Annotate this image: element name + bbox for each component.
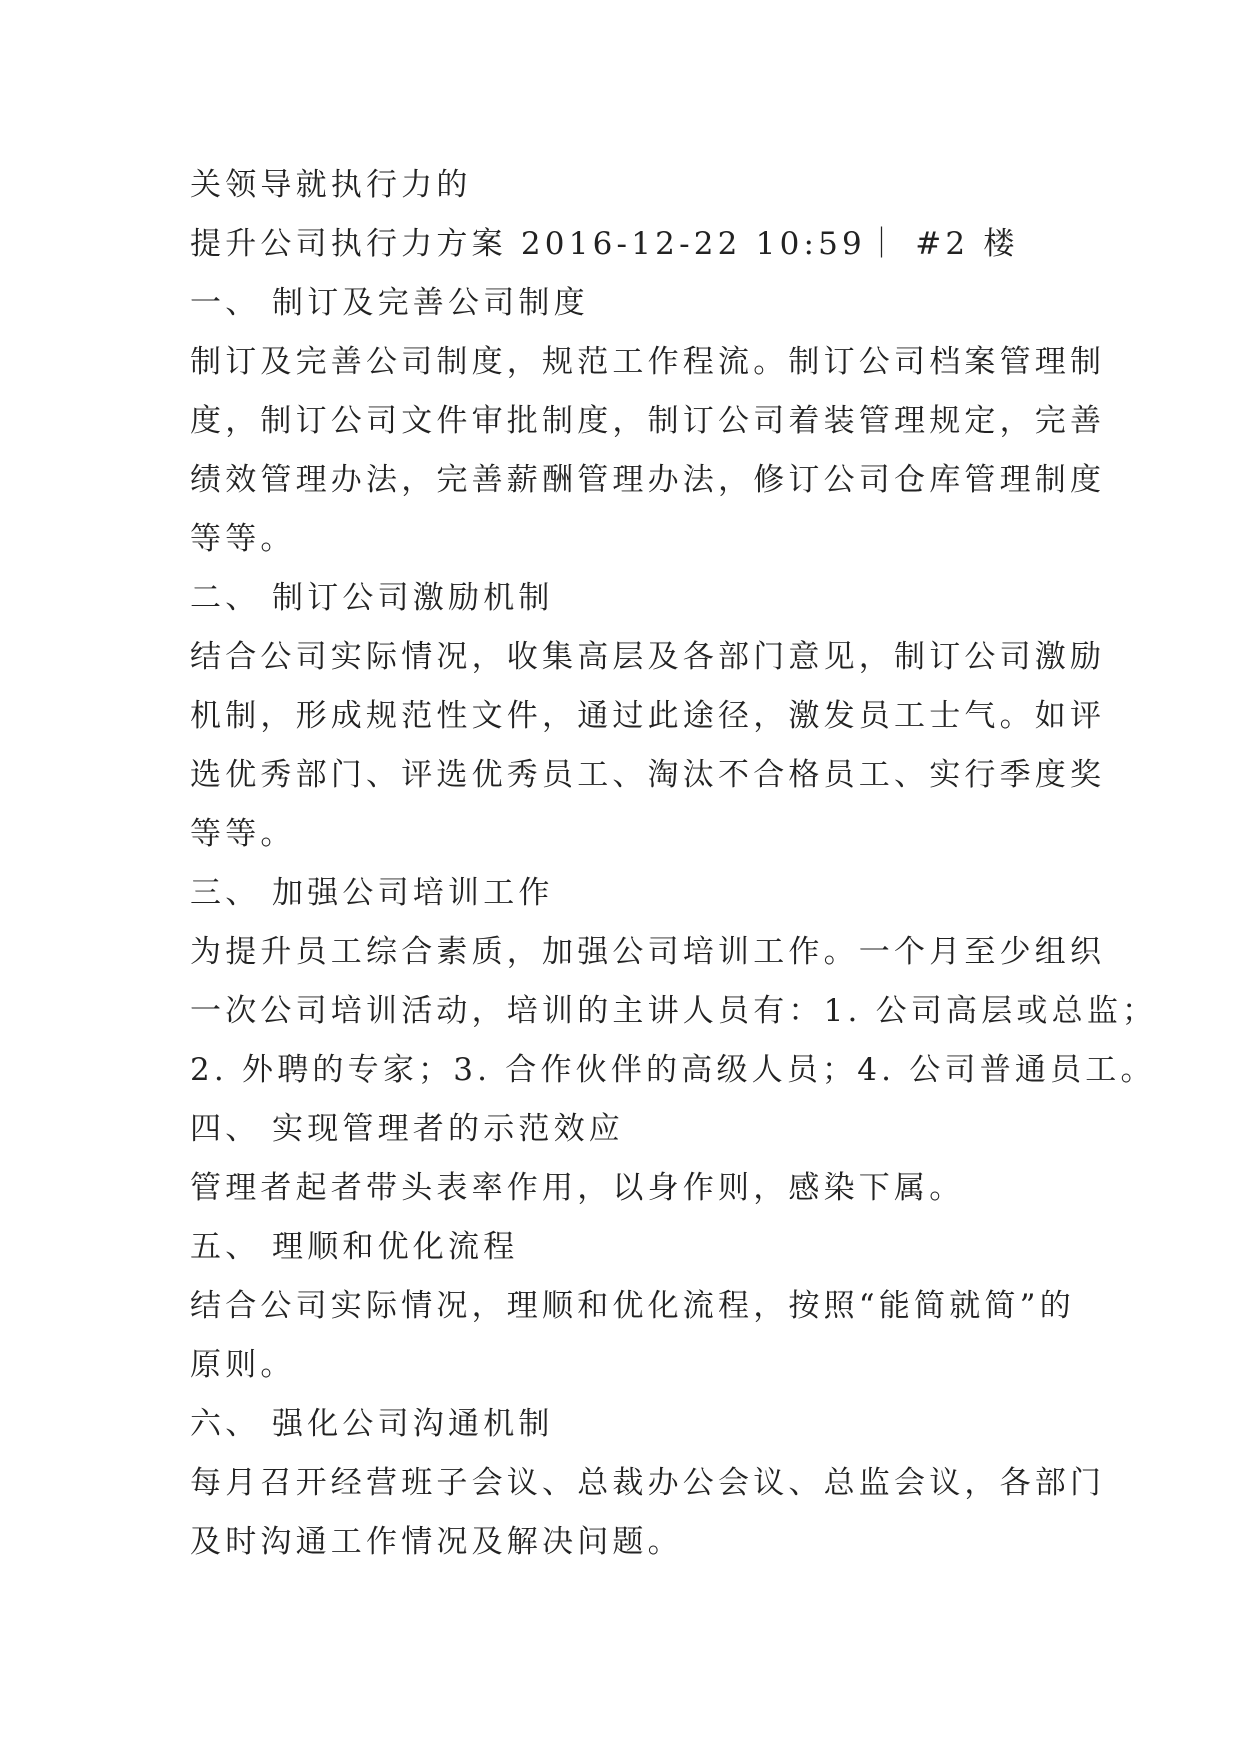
paragraph-line: 结合公司实际情况，收集高层及各部门意见，制订公司激励 xyxy=(190,639,1106,675)
paragraph-line: 选优秀部门、评选优秀员工、淘汰不合格员工、实行季度奖 xyxy=(190,757,1106,793)
title-line-1: 关领导就执行力的 xyxy=(190,167,472,203)
section-title: 加强公司培训工作 xyxy=(272,875,554,911)
section-title: 强化公司沟通机制 xyxy=(272,1406,554,1442)
paragraph-line: 及时沟通工作情况及解决问题。 xyxy=(190,1524,683,1560)
section-heading-5 xyxy=(190,1227,1090,1267)
section-heading-2 xyxy=(190,578,1090,618)
paragraph-line: 绩效管理办法，完善薪酬管理办法，修订公司仓库管理制度 xyxy=(190,462,1106,498)
title-line-2: 提升公司执行力方案 2016-12-22 10:59｜ #2 楼 xyxy=(190,226,1019,262)
section-number: 三、 xyxy=(190,875,261,911)
paragraph-line: 为提升员工综合素质，加强公司培训工作。一个月至少组织 xyxy=(190,934,1106,970)
section-number: 五、 xyxy=(190,1229,261,1265)
paragraph-line: 原则。 xyxy=(190,1347,296,1383)
paragraph-line: 每月召开经营班子会议、总裁办公会议、总监会议，各部门 xyxy=(190,1465,1106,1501)
section-heading-4 xyxy=(190,1109,1090,1149)
paragraph-line: 机制，形成规范性文件，通过此途径，激发员工士气。如评 xyxy=(190,698,1106,734)
paragraph-line: 等等。 xyxy=(190,816,296,852)
section-number: 六、 xyxy=(190,1406,261,1442)
paragraph-line: 度，制订公司文件审批制度，制订公司着装管理规定，完善 xyxy=(190,403,1106,439)
paragraph-line: 2. 外聘的专家；3. 合作伙伴的高级人员；4. 公司普通员工。 xyxy=(190,1052,1156,1088)
section-title: 制订及完善公司制度 xyxy=(272,285,589,321)
section-number: 一、 xyxy=(190,285,261,321)
paragraph-line: 制订及完善公司制度，规范工作程流。制订公司档案管理制 xyxy=(190,344,1106,380)
section-title: 制订公司激励机制 xyxy=(272,580,554,616)
paragraph-line: 结合公司实际情况，理顺和优化流程，按照“能简就简”的 xyxy=(190,1288,1075,1324)
section-number: 四、 xyxy=(190,1111,261,1147)
section-heading-1 xyxy=(190,283,1090,323)
section-heading-6 xyxy=(190,1404,1090,1444)
section-heading-3 xyxy=(190,873,1090,913)
paragraph-line: 一次公司培训活动，培训的主讲人员有：1. 公司高层或总监； xyxy=(190,993,1158,1029)
section-title: 理顺和优化流程 xyxy=(272,1229,519,1265)
section-title: 实现管理者的示范效应 xyxy=(272,1111,624,1147)
paragraph-line: 管理者起者带头表率作用，以身作则，感染下属。 xyxy=(190,1170,965,1206)
paragraph-line: 等等。 xyxy=(190,521,296,557)
section-number: 二、 xyxy=(190,580,261,616)
